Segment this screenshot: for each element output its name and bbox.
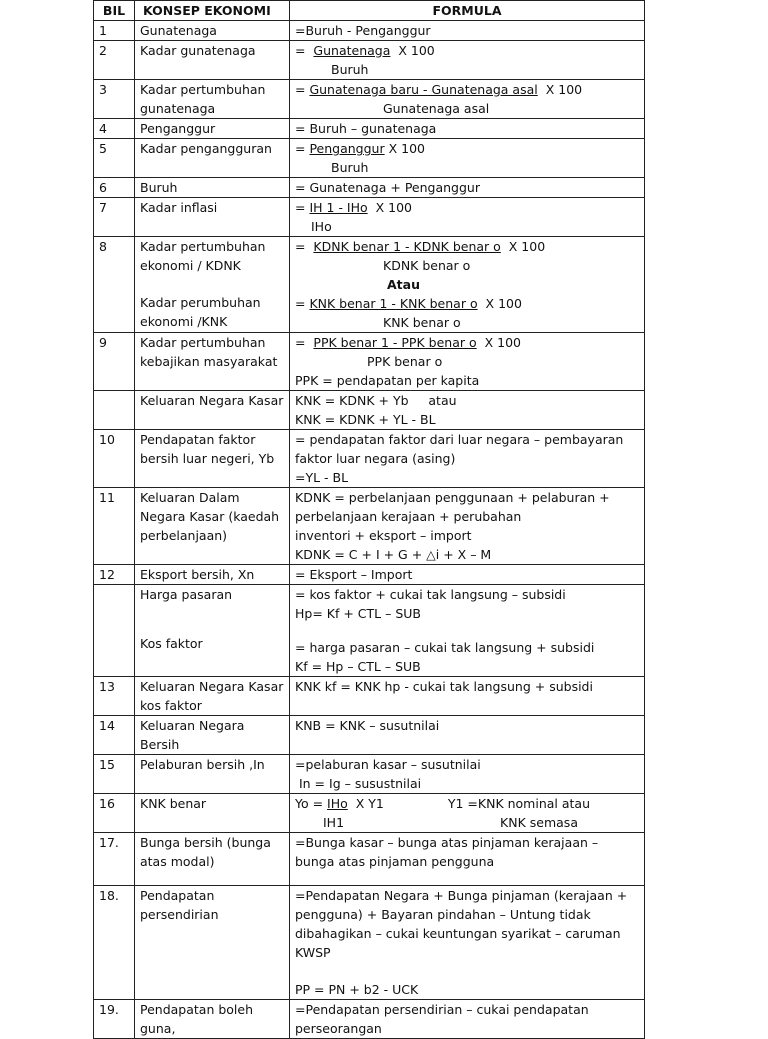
formula-line: KWSP — [295, 945, 331, 960]
row-number: 15 — [94, 755, 135, 794]
row-number: 9 — [94, 333, 135, 391]
atau-label: Atau — [387, 277, 420, 292]
multiplier: X 100 — [375, 200, 413, 215]
numerator: IH 1 - IHo — [309, 200, 368, 215]
table-row — [94, 755, 645, 794]
row-number: 7 — [94, 198, 135, 237]
concept-cell: Kadar gunatenaga — [135, 41, 290, 80]
formula-line: KNK = KDNK + YL - BL — [295, 412, 436, 427]
header-formula: FORMULA — [290, 1, 645, 21]
table-row — [94, 119, 645, 139]
concept-cell: Keluaran Negara Kasar — [135, 391, 290, 430]
table-row — [94, 833, 645, 886]
concept-cell: Kadar pertumbuhan gunatenaga — [135, 80, 290, 119]
formula-line: KNB = KNK – susutnilai — [295, 718, 440, 733]
table-row — [94, 178, 645, 198]
formula-line: KNK kf = KNK hp - cukai tak langsung + subsidi — [295, 679, 593, 694]
side-note: Y1 =KNK nominal atau — [447, 796, 591, 811]
concept-text: Kadar pertumbuhan ekonomi / KDNK — [140, 239, 266, 273]
formula-cell — [290, 391, 645, 430]
formula-cell: = Gunatenaga baru - Gunatenaga asal X 100 Gunatenaga asal — [290, 80, 645, 119]
header-row — [94, 1, 645, 21]
concept-cell: Penganggur — [135, 119, 290, 139]
formula-cell — [290, 1000, 645, 1039]
table-row — [94, 1000, 645, 1039]
table-row — [94, 794, 645, 833]
concept-text-2: Kadar perumbuhan ekonomi /KNK — [140, 295, 261, 329]
table-row — [94, 21, 645, 41]
table-row — [94, 565, 645, 585]
formula-cell — [290, 488, 645, 565]
row-number — [94, 391, 135, 430]
formula-line: pengguna) + Bayaran pindahan – Untung tidak — [295, 907, 591, 922]
table-row — [94, 886, 645, 1000]
row-number: 10 — [94, 430, 135, 488]
formula-line: =Pendapatan Negara + Bunga pinjaman (kerajaan + — [295, 888, 628, 903]
multiplier: X 100 — [388, 141, 425, 156]
formula-line: KNK = KDNK + Yb atau — [295, 393, 457, 408]
concept-cell: KNK benar — [135, 794, 290, 833]
concept-cell: Kadar pengangguran — [135, 139, 290, 178]
formula-line: =Buruh - Penganggur — [295, 23, 431, 38]
formula-cell — [290, 21, 645, 41]
multiplier: X 100 — [508, 239, 546, 254]
concept-cell — [135, 585, 290, 677]
formula-cell: = Gunatenaga X 100 Buruh — [290, 41, 645, 80]
table-row — [94, 198, 645, 237]
concept-cell: Pelaburan bersih ,In — [135, 755, 290, 794]
row-number: 3 — [94, 80, 135, 119]
formula-cell — [290, 794, 645, 833]
denominator: IHo — [311, 219, 332, 234]
multiplier: X 100 — [484, 335, 521, 350]
concept-cell: Pendapatan persendirian — [135, 886, 290, 1000]
table-row — [94, 716, 645, 755]
table-row — [94, 237, 645, 333]
formula-line: KDNK = perbelanjaan penggunaan + pelaburan + — [295, 490, 610, 505]
row-number: 16 — [94, 794, 135, 833]
row-number: 14 — [94, 716, 135, 755]
concept-cell: Kadar inflasi — [135, 198, 290, 237]
concept-cell: Keluaran Negara Bersih — [135, 716, 290, 755]
denominator: Gunatenaga asal — [383, 101, 490, 116]
table-row — [94, 430, 645, 488]
concept-cell: Bunga bersih (bunga atas modal) — [135, 833, 290, 886]
header-konsep: KONSEP EKONOMI — [135, 1, 290, 21]
concept-cell: Kadar pertumbuhan kebajikan masyarakat — [135, 333, 290, 391]
row-number: 6 — [94, 178, 135, 198]
formula-line: Hp= Kf + CTL – SUB — [295, 606, 421, 621]
formula-line: In = Ig – susustnilai — [295, 776, 422, 791]
row-number: 12 — [94, 565, 135, 585]
numerator: Gunatenaga — [313, 43, 391, 58]
multiplier: X 100 — [398, 43, 435, 58]
table-row — [94, 488, 645, 565]
formula-line: faktor luar negara (asing) — [295, 451, 456, 466]
concept-cell: Pendapatan faktor bersih luar negeri, Yb — [135, 430, 290, 488]
row-number: 17. — [94, 833, 135, 886]
table-row — [94, 139, 645, 178]
multiplier: X 100 — [545, 82, 583, 97]
formula-cell — [290, 886, 645, 1000]
formula-line: dibahagikan – cukai keuntungan syarikat – caruman — [295, 926, 621, 941]
side-note-2: KNK semasa — [500, 815, 578, 830]
concept-text: Harga pasaran — [140, 587, 233, 602]
table-row — [94, 80, 645, 119]
formula-line: = pendapatan faktor dari luar negara – pembayaran — [295, 432, 624, 447]
formula-cell — [290, 716, 645, 755]
row-number: 2 — [94, 41, 135, 80]
concept-cell — [135, 237, 290, 333]
formula-line: bunga atas pinjaman pengguna — [295, 854, 495, 869]
formula-line: = kos faktor + cukai tak langsung – subsidi — [295, 587, 566, 602]
row-number: 19. — [94, 1000, 135, 1039]
formula-line: = Eksport – Import — [295, 567, 413, 582]
formula-line: = Buruh – gunatenaga — [295, 121, 437, 136]
formula-line: = harga pasaran – cukai tak langsung + subsidi — [295, 640, 595, 655]
formula-line: =Bunga kasar – bunga atas pinjaman kerajaan – — [295, 835, 599, 850]
denominator: KDNK benar o — [383, 258, 471, 273]
formula-cell — [290, 178, 645, 198]
row-number: 18. — [94, 886, 135, 1000]
denominator: Buruh — [331, 62, 369, 77]
table-row — [94, 585, 645, 677]
formula-cell — [290, 755, 645, 794]
formula-cell — [290, 565, 645, 585]
formula-sheet — [93, 0, 644, 1036]
numerator-2: KNK benar 1 - KNK benar o — [309, 296, 478, 311]
formula-line: =Pendapatan persendirian – cukai pendapatan — [295, 1002, 589, 1017]
concept-cell: Pendapatan boleh guna, — [135, 1000, 290, 1039]
formula-line: perseorangan — [295, 1021, 382, 1036]
formula-cell — [290, 677, 645, 716]
concept-cell: Eksport bersih, Xn — [135, 565, 290, 585]
numerator: Gunatenaga baru - Gunatenaga asal — [309, 82, 538, 97]
table-row — [94, 391, 645, 430]
formula-cell: = Penganggur X 100 Buruh — [290, 139, 645, 178]
numerator: Penganggur — [309, 141, 385, 156]
row-number — [94, 585, 135, 677]
concept-cell: Gunatenaga — [135, 21, 290, 41]
denominator: Buruh — [331, 160, 369, 175]
formula-line: PP = PN + b2 - UCK — [295, 982, 419, 997]
formula-cell: = KDNK benar 1 - KDNK benar o X 100 KDNK benar o Atau = KNK benar 1 - KNK benar o X 100 KNK benar o — [290, 237, 645, 333]
header-bil: BIL — [94, 1, 135, 21]
formula-line: =pelaburan kasar – susutnilai — [295, 757, 481, 772]
denominator: IH1 — [323, 815, 345, 830]
numerator: IHo — [327, 796, 348, 811]
row-number: 5 — [94, 139, 135, 178]
row-number: 13 — [94, 677, 135, 716]
row-number: 8 — [94, 237, 135, 333]
denominator-2: KNK benar o — [383, 315, 461, 330]
row-number: 11 — [94, 488, 135, 565]
formula-cell — [290, 833, 645, 886]
table-row — [94, 41, 645, 80]
formula-line: inventori + eksport – import — [295, 528, 472, 543]
formula-cell: = PPK benar 1 - PPK benar o X 100 PPK benar o PPK = pendapatan per kapita — [290, 333, 645, 391]
formula-lhs: Yo = — [295, 796, 328, 811]
numerator: KDNK benar 1 - KDNK benar o — [313, 239, 501, 254]
table-row — [94, 677, 645, 716]
formula-line: = Gunatenaga + Penganggur — [295, 180, 480, 195]
formula-line: Kf = Hp – CTL – SUB — [295, 659, 421, 674]
concept-cell: Keluaran Dalam Negara Kasar (kaedah perbelanjaan) — [135, 488, 290, 565]
economic-formula-table — [93, 0, 645, 1039]
formula-note: PPK = pendapatan per kapita — [295, 373, 480, 388]
row-number: 1 — [94, 21, 135, 41]
formula-line: =YL - BL — [295, 470, 349, 485]
concept-text-2: Kos faktor — [140, 636, 203, 651]
formula-cell: = IH 1 - IHo X 100 IHo — [290, 198, 645, 237]
formula-cell — [290, 119, 645, 139]
concept-cell: Buruh — [135, 178, 290, 198]
table-row — [94, 333, 645, 391]
multiplier-2: X 100 — [485, 296, 522, 311]
row-number: 4 — [94, 119, 135, 139]
numerator: PPK benar 1 - PPK benar o — [313, 335, 477, 350]
formula-cell — [290, 585, 645, 677]
formula-line: KDNK = C + I + G + △i + X – M — [295, 547, 492, 562]
multiplier: X Y1 — [355, 796, 384, 811]
concept-cell: Keluaran Negara Kasar kos faktor — [135, 677, 290, 716]
formula-cell — [290, 430, 645, 488]
denominator: PPK benar o — [367, 354, 443, 369]
formula-line: perbelanjaan kerajaan + perubahan — [295, 509, 522, 524]
